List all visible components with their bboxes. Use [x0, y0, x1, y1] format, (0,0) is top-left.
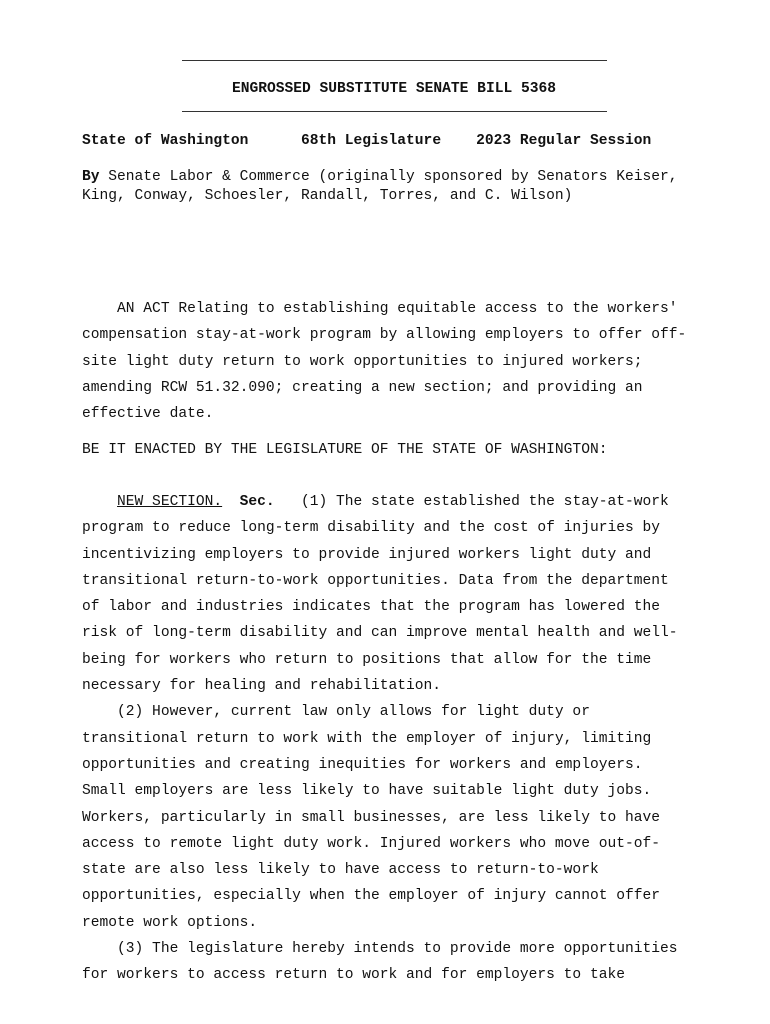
sponsor-line — [82, 168, 722, 206]
header-rule-top — [182, 60, 607, 61]
section-paragraph-2: (2) However, current law only allows for light duty or transitional return to work with the employer of injury, limiting opportunities and creating inequities for workers and employers. Small employers are less likely to have suitable light duty jobs. Workers, particularly in small businesses, are less likely to have access to remote light duty work. Injured workers who move out-of- state are also less likely to have access to return-to-work opportunities, especially when the employer of injury cannot offer remote work options. — [82, 704, 661, 931]
state-name: State of Washington — [82, 133, 249, 149]
legislature-number: 68th Legislature — [300, 133, 442, 149]
sponsor-text: Senate Labor & Commerce (originally sponsored by Senators Keiser, King, Conway, Schoesler, Randall, Torres, and C. Wilson) — [82, 169, 678, 204]
session-name: 2023 Regular Session — [476, 133, 652, 149]
sponsor-by-label: By — [82, 169, 100, 185]
act-title — [82, 296, 722, 427]
new-section-label: NEW SECTION. — [117, 494, 223, 510]
enacting-clause: BE IT ENACTED BY THE LEGISLATURE OF THE STATE OF WASHINGTON: — [82, 442, 608, 458]
section-paragraph-3: (3) The legislature hereby intends to provide more opportunities for workers to access return to work and for employers to take — [82, 941, 678, 984]
act-title-text: AN ACT Relating to establishing equitable access to the workers' compensation stay-at-work program by allowing employers to offer off- site light duty return to work opportunities to injured workers; amending RCW 51.32.090; creating a new section; and providing an effective date. — [82, 301, 687, 423]
section-body — [82, 489, 722, 989]
sec-label: Sec. — [239, 494, 275, 510]
section-paragraph-1: (1) The state established the stay-at-work program to reduce long-term disability and the cost of injuries by incentivizing employers to provide injured workers light duty and transitional return-to-work opportunities. Data from the department of labor and industries indicates that the program has lowered the risk of long-term disability and can improve mental health and well- being for workers who return to positions that allow for the time necessary for healing and rehabilitation. — [82, 494, 678, 695]
header-rule-bottom — [182, 111, 607, 112]
bill-title: ENGROSSED SUBSTITUTE SENATE BILL 5368 — [231, 81, 557, 97]
session-line — [82, 133, 651, 149]
